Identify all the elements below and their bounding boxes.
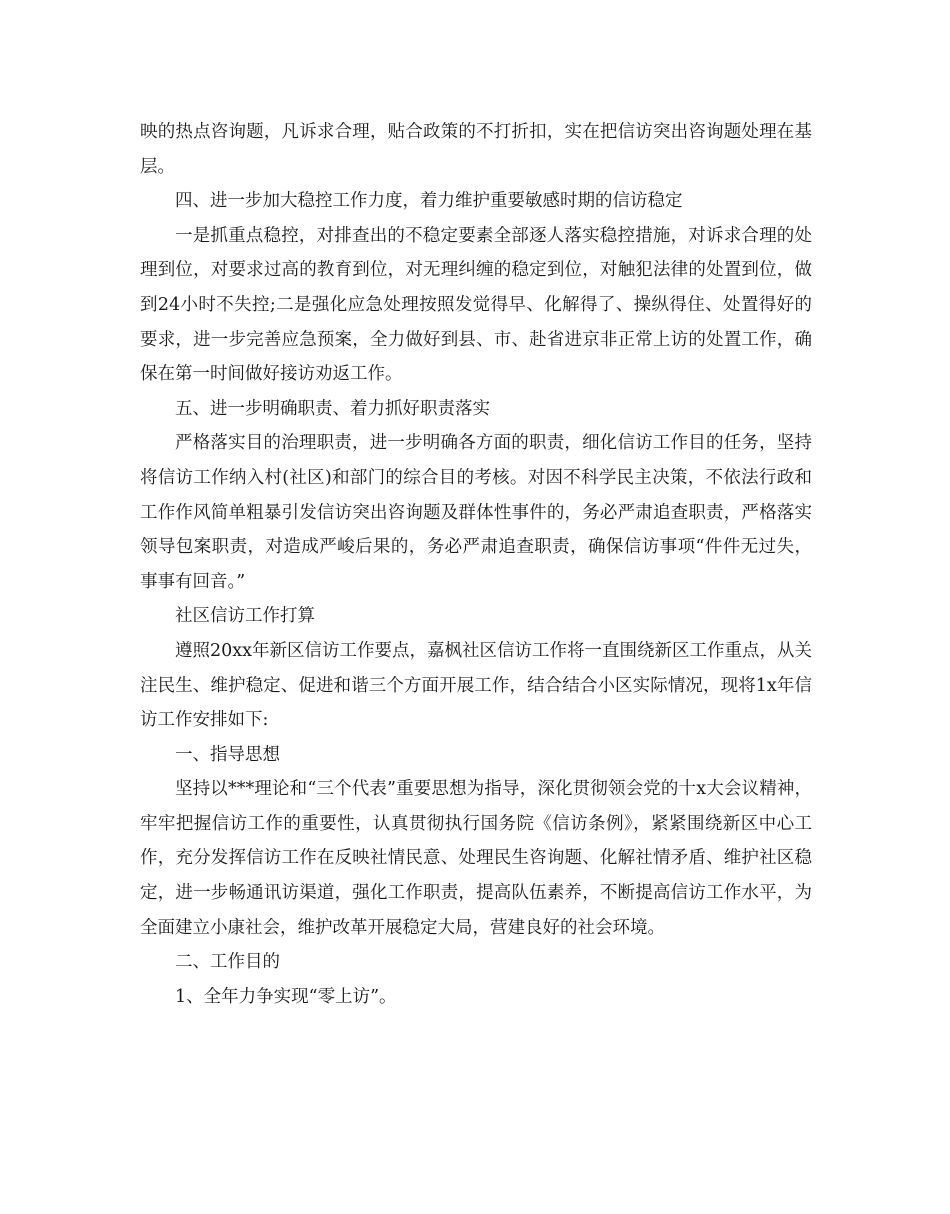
- paragraph-guiding-thought: 坚持以***理论和“三个代表”重要思想为指导，深化贯彻领会党的十x大会议精神，牢牢把握信访工作的重要性，认真贯彻执行国务院《信访条例》，紧紧围绕新区中心工作，充分发挥信访工作在反映社情民意、处理民生咨询题、化解社情矛盾、维护社区稳定，进一步畅通讯访渠道，强化工作职责，提高队伍素养，不断提高信访工作水平，为全面建立小康社会，维护改革开展稳定大局，营建良好的社会环境。: [140, 779, 812, 938]
- heading-community-plan: 社区信访工作打算: [175, 606, 315, 627]
- paragraph-responsibility: 严格落实目的治理职责，进一步明确各方面的职责，细化信访工作目的任务，坚持将信访工作纳入村(社区)和部门的综合目的考核。对因不科学民主决策，不依法行政和工作作风简单粗暴引发信访突出咨询题及群体性事件的，务必严肃追查职责，严格落实领导包案职责，对造成严峻后果的，务必严肃追查职责，确保信访事项“件件无过失，事事有回音。”: [140, 433, 812, 592]
- paragraph-stability-control: 一是抓重点稳控，对排查出的不稳定要素全部逐人落实稳控措施，对诉求合理的处理到位，对要求过高的教育到位，对无理纠缠的稳定到位，对触犯法律的处置到位，做到24小时不失控;二是强化应急处理按照发觉得早、化解得了、操纵得住、处置得好的要求，进一步完善应急预案，全力做好到县、市、赴省进京非正常上访的处置工作，确保在第一时间做好接访劝返工作。: [140, 225, 812, 385]
- paragraph-1: 映的热点咨询题，凡诉求合理，贴合政策的不打折扣，实在把信访突出咨询题处理在基层。: [140, 122, 812, 177]
- paragraph-plan-intro: 遵照20xx年新区信访工作要点，嘉枫社区信访工作将一直围绕新区工作重点，从关注民生、维护稳定、促进和谐三个方面开展工作，结合结合小区实际情况，现将1x年信访工作安排如下:: [140, 640, 813, 731]
- list-item-goal-1: 1、全年力争实现“零上访”。: [175, 986, 397, 1007]
- heading-guiding-thought: 一、指导思想: [175, 744, 280, 765]
- heading-section-5: 五、进一步明确职责、着力抓好职责落实: [175, 398, 490, 419]
- document-body: [140, 115, 812, 1014]
- heading-section-4: 四、进一步加大稳控工作力度，着力维护重要敏感时期的信访稳定: [175, 191, 683, 212]
- heading-work-goals: 二、工作目的: [175, 952, 280, 973]
